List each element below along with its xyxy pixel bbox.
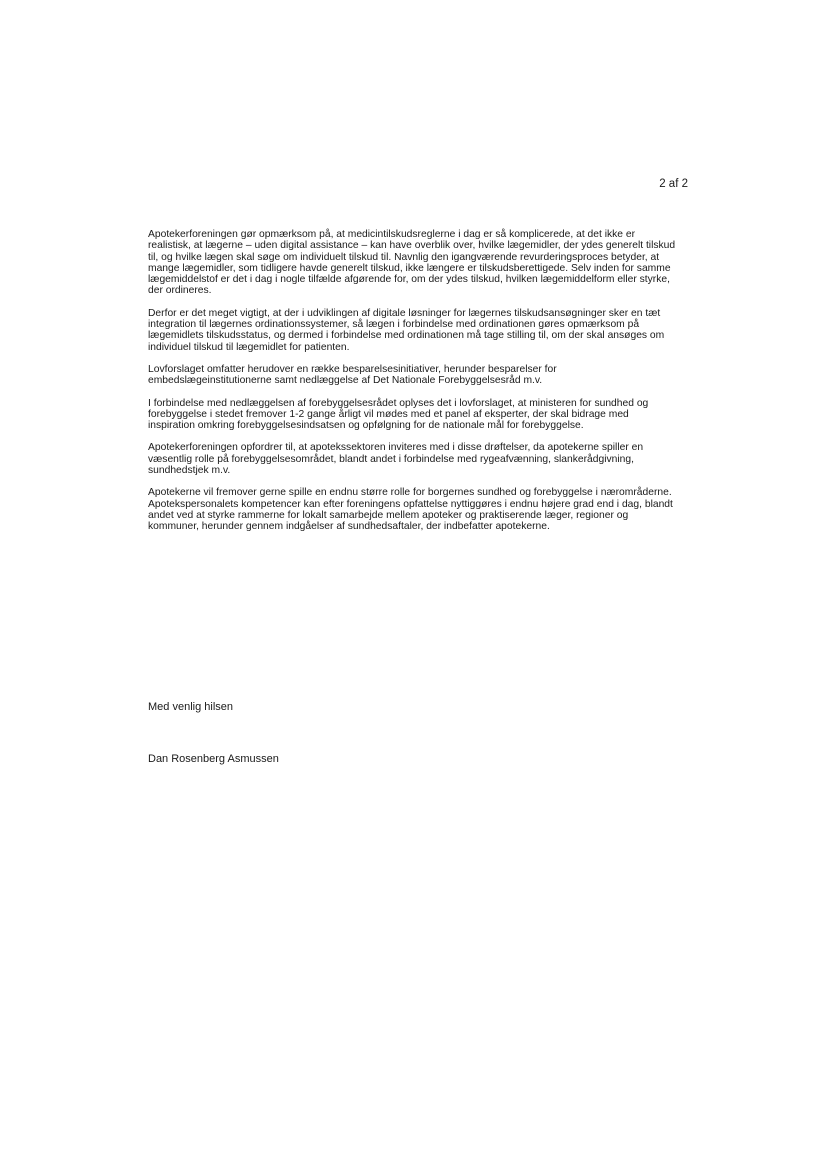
paragraph-digital-assistance: Apotekerforeningen gør opmærksom på, at medicintilskudsreglerne i dag er så komplicerede, at det ikke er realistisk, at lægerne – uden digital assistance – kan have overblik over, hvilke lægemidler, der ydes generelt tilskud til, og hvilke lægen skal søge om individuelt tilskud til. Navnlig den igangværende revurderingsproces betyder, at mange lægemidler, som tidligere havde generelt tilskud, ikke længere er tilskudsberettigede. Selv inden for samme lægemiddelstof er det i dag i nogle tilfælde afgørende for, om der ydes tilskud, hvilken lægemiddelform eller styrke, der ordineres. xyxy=(148,229,676,297)
signature-name: Dan Rosenberg Asmussen xyxy=(148,753,279,765)
letter-body xyxy=(148,229,678,544)
paragraph-pharmacy-sector: Apotekerforeningen opfordrer til, at apotekssektoren inviteres med i disse drøftelser, da apotekerne spiller en væsentlig rolle på forebyggelsesområdet, blandt andet i forbindelse med rygeafvænning, slankerådgivning, sundhedstjek m.v. xyxy=(148,442,644,477)
paragraph-integration: Derfor er det meget vigtigt, at der i udviklingen af digitale løsninger for lægernes tilskudsansøgninger sker en tæt integration til lægernes ordinationssystemer, så lægen i forbindelse med ordinationen gøres opmærksom på lægemidlets tilskudsstatus, og dermed i forbindelse med ordinationen må tage stilling til, om der skal ansøges om individuel tilskud til lægemidlet for patienten. xyxy=(148,307,665,353)
paragraph-future-role: Apotekerne vil fremover gerne spille en endnu større rolle for borgernes sundhed og forebyggelse i nærområderne. Apotekspersonalets kompetencer kan efter foreningens opfattelse nyttiggøres i endnu højere grad end i dag, blandt andet ved at styrke rammerne for lokalt samarbejde mellem apoteker og praktiserende læger, regioner og kommuner, herunder gennem indgåelser af sundhedsaftaler, der indbefatter apotekerne. xyxy=(148,487,673,533)
paragraph-prevention-council: I forbindelse med nedlæggelsen af forebyggelsesrådet oplyses det i lovforslaget, at ministeren for sundhed og forebyggelse i stedet fremover 1-2 gange årligt vil mødes med et panel af eksperter, der skal bidrage med inspiration omkring forebyggelsesindsatsen og opfølgning for de nationale mål for forebyggelse. xyxy=(148,397,649,432)
closing-greeting: Med venlig hilsen xyxy=(148,701,233,713)
paragraph-savings: Lovforslaget omfatter herudover en række besparelsesinitiativer, herunder besparelser for embedslægeinstitutionerne samt nedlæggelse af Det Nationale Forebyggelsesråd m.v. xyxy=(148,363,557,387)
page-number: 2 af 2 xyxy=(659,178,688,190)
